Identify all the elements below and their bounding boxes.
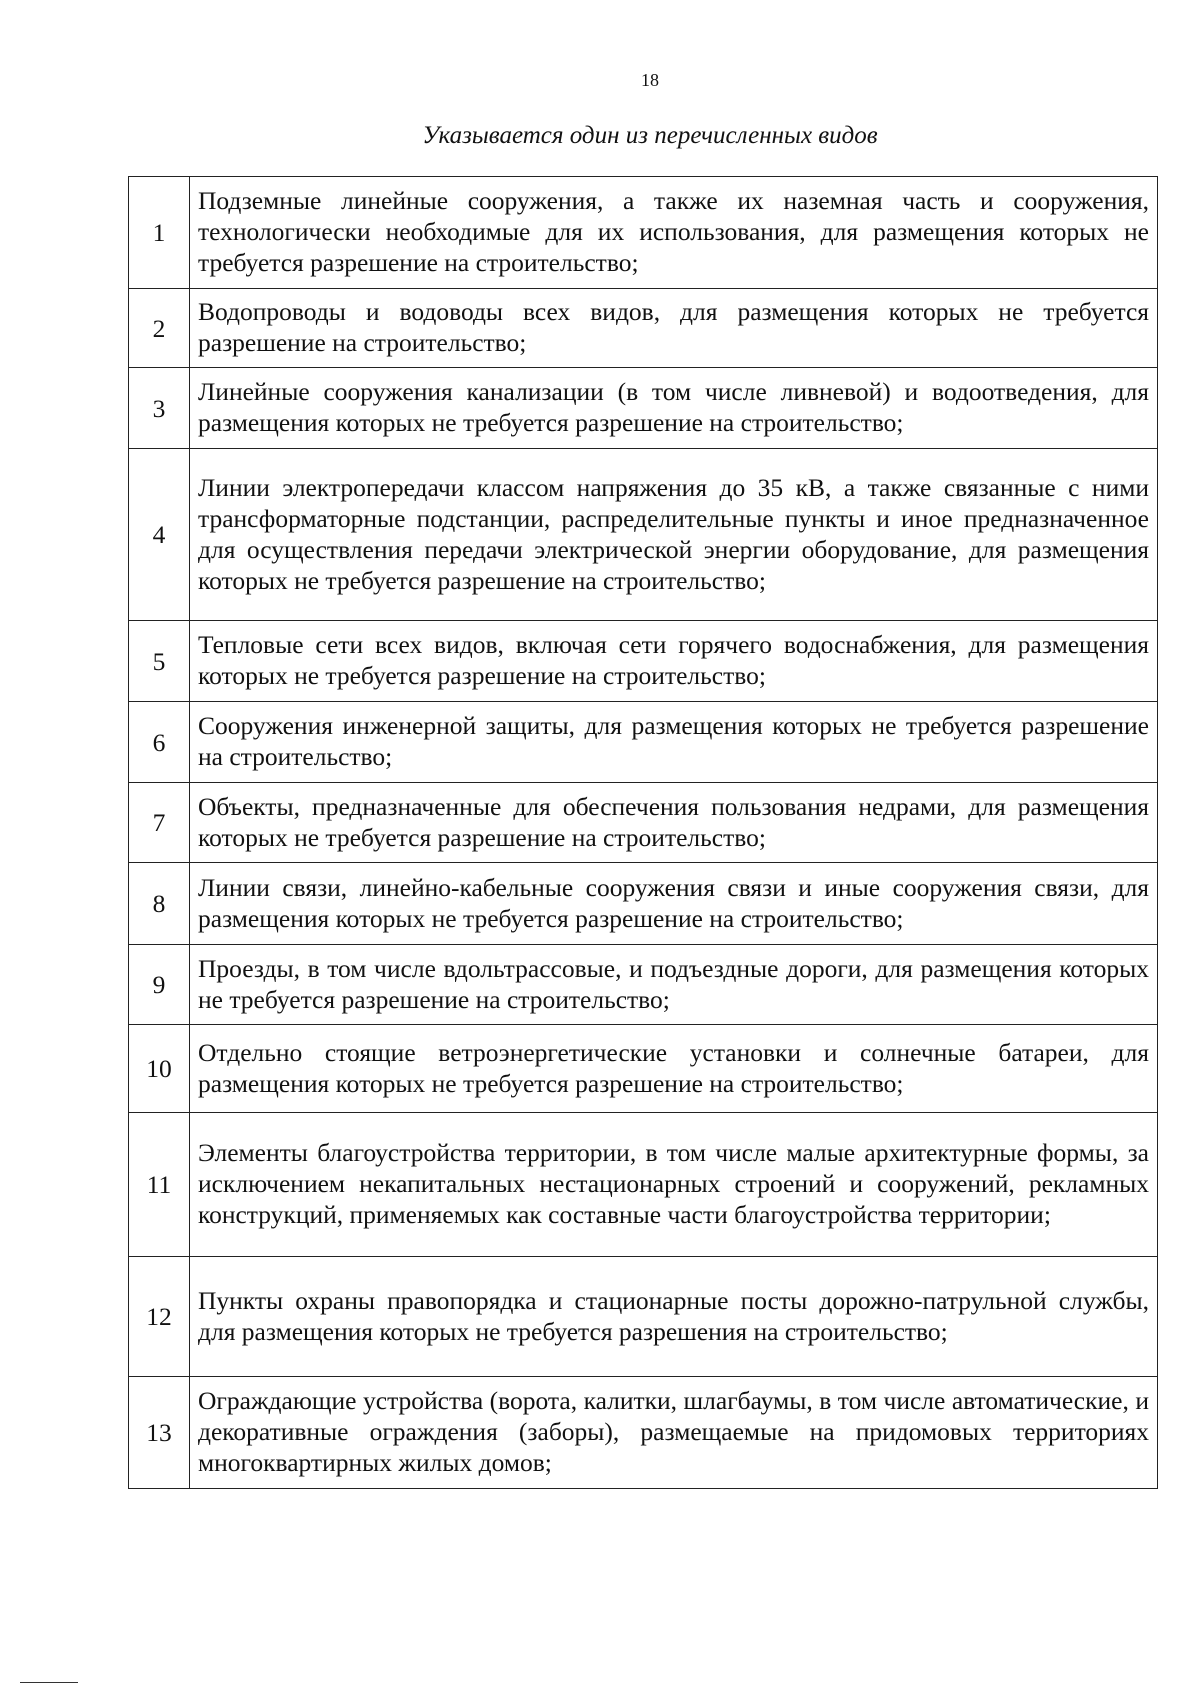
table-row [129, 702, 1158, 783]
row-number: 1 [129, 177, 190, 289]
row-number: 5 [129, 621, 190, 702]
row-text: Водопроводы и водоводы всех видов, для размещения которых не требуется разрешение на строительство; [190, 289, 1158, 368]
table-row [129, 1025, 1158, 1113]
row-text: Отдельно стоящие ветроэнергетические установки и солнечные батареи, для размещения которых не требуется разрешение на строительство; [190, 1025, 1158, 1113]
table-row [129, 1257, 1158, 1377]
row-text: Линейные сооружения канализации (в том числе ливневой) и водоотведения, для размещения которых не требуется разрешение на строительство; [190, 368, 1158, 449]
row-text: Проезды, в том числе вдольтрассовые, и подъездные дороги, для размещения которых не требуется разрешение на строительство; [190, 945, 1158, 1025]
table-row [129, 368, 1158, 449]
row-number: 6 [129, 702, 190, 783]
row-number: 3 [129, 368, 190, 449]
table-row [129, 289, 1158, 368]
row-number: 4 [129, 449, 190, 621]
row-text: Тепловые сети всех видов, включая сети горячего водоснабжения, для размещения которых не требуется разрешение на строительство; [190, 621, 1158, 702]
row-text: Линии электропередачи классом напряжения до 35 кВ, а также связанные с ними трансформаторные подстанции, распределительные пункты и иное предназначенное для осуществления передачи электрической энергии оборудование, для размещения которых не требуется разрешение на строительство; [190, 449, 1158, 621]
row-number: 2 [129, 289, 190, 368]
table-row [129, 863, 1158, 945]
page-heading: Указывается один из перечисленных видов [422, 122, 878, 149]
table-row [129, 945, 1158, 1025]
row-text: Подземные линейные сооружения, а также их наземная часть и сооружения, технологически необходимые для их использования, для размещения которых не требуется разрешение на строительство; [190, 177, 1158, 289]
row-number: 12 [129, 1257, 190, 1377]
row-number: 10 [129, 1025, 190, 1113]
page-number: 18 [641, 70, 659, 90]
row-number: 9 [129, 945, 190, 1025]
row-number: 13 [129, 1377, 190, 1489]
row-text: Элементы благоустройства территории, в том числе малые архитектурные формы, за исключением некапитальных нестационарных строений и сооружений, рекламных конструкций, применяемых как составные части благоустройства территории; [190, 1113, 1158, 1257]
table-row [129, 621, 1158, 702]
items-table [128, 176, 1158, 1489]
row-text: Линии связи, линейно-кабельные сооружения связи и иные сооружения связи, для размещения которых не требуется разрешение на строительство; [190, 863, 1158, 945]
row-number: 7 [129, 783, 190, 863]
table-row [129, 177, 1158, 289]
table-row [129, 1377, 1158, 1489]
row-number: 8 [129, 863, 190, 945]
row-number: 11 [129, 1113, 190, 1257]
row-text: Пункты охраны правопорядка и стационарные посты дорожно-патрульной службы, для размещения которых не требуется разрешения на строительство; [190, 1257, 1158, 1377]
row-text: Объекты, предназначенные для обеспечения пользования недрами, для размещения которых не требуется разрешение на строительство; [190, 783, 1158, 863]
table-row [129, 783, 1158, 863]
row-text: Ограждающие устройства (ворота, калитки, шлагбаумы, в том числе автоматические, и декоративные ограждения (заборы), размещаемые на придомовых территориях многоквартирных жилых домов; [190, 1377, 1158, 1489]
row-text: Сооружения инженерной защиты, для размещения которых не требуется разрешение на строительство; [190, 702, 1158, 783]
items-table-body [129, 177, 1158, 1489]
table-row [129, 449, 1158, 621]
table-row [129, 1113, 1158, 1257]
footer-rule [20, 1682, 78, 1683]
